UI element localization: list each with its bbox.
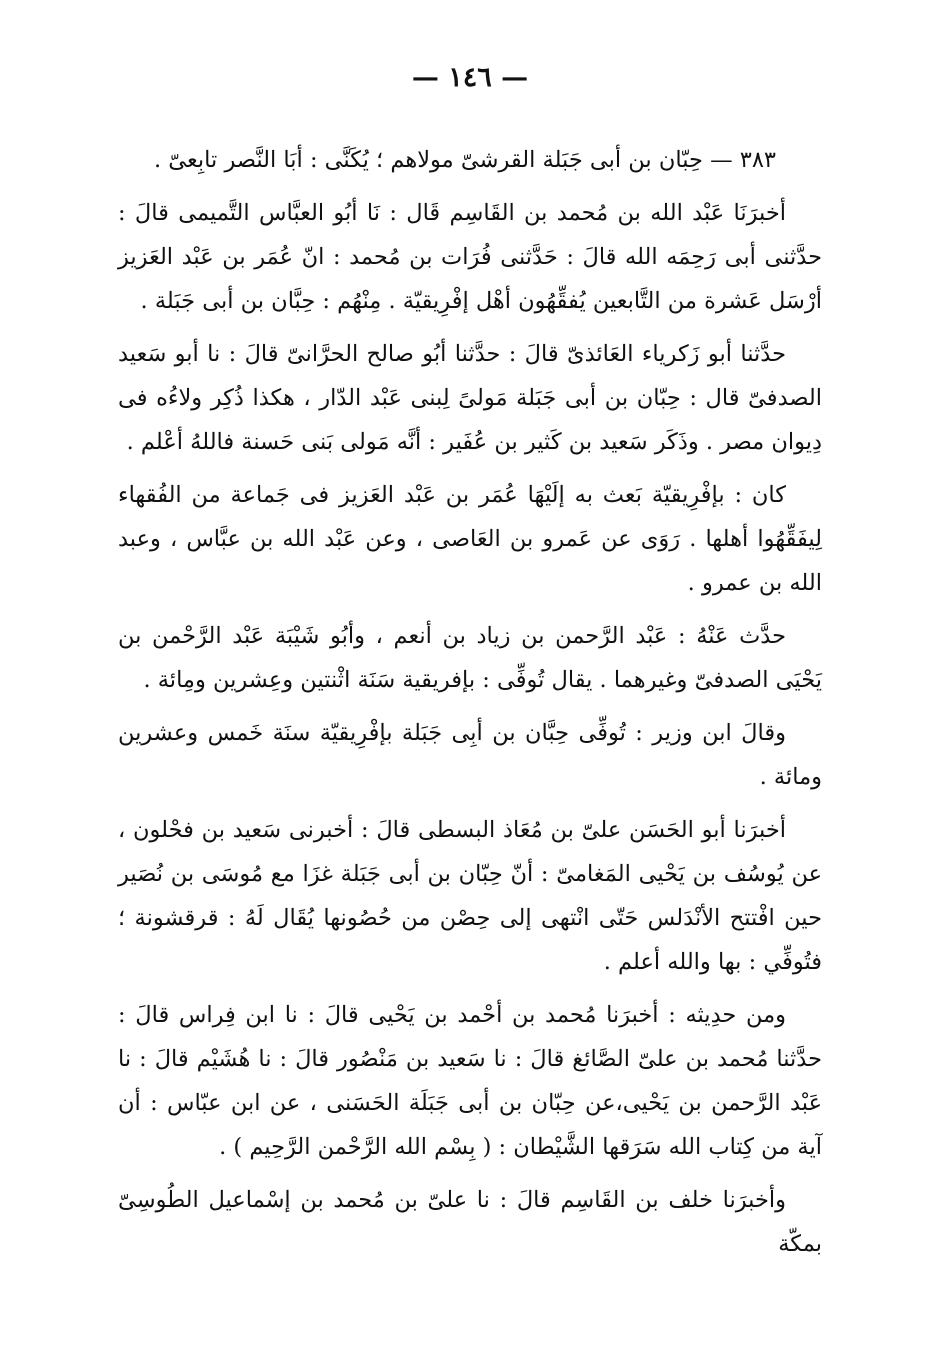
page-number: — ١٤٦ — <box>411 62 529 93</box>
text-paragraph: أخبرَنَا عَبْد الله بن مُحمد بن القَاسِم قَال : نَا أبُو العبَّاس التَّميمى قالَ : حدَّثنى أبى رَحِمَه الله قالَ : حَدَّثنى فُرَات بن مُحمد : انّ عُمَر بن عَبْد العَزيز أرْسَل عَشرة من التَّابعين يُفقِّهُون أهْل إفْرِيقيّة . مِنْهُم : حِبَّان بن أبى جَبَلة . <box>118 200 822 314</box>
text-paragraph: حدَّث عَنْهُ : عَبْد الرَّحمن بن زياد بن أنعم ، وأبُو شَيْبَة عَبْد الرَّحْمن بن يَحْيَى الصدفىّ وغيرهما . يقال تُوفِّى : بإفريقية سَنَة اثْنتين وعِشرين ومِائة . <box>118 623 822 693</box>
page-body <box>118 138 822 1266</box>
text-paragraph: حدَّثنا أبو زَكرياء العَائذىّ قالَ : حدَّثنا أبُو صالح الحرَّانىّ قالَ : نا أبو سَعيد الصدفىّ قال : حِبّان بن أبى جَبَلة مَولىً لِبنى عَبْد الدّار ، هكذا ذُكِر ولاءُه فى دِيوان مصر . وذَكَر سَعيد بن كَثير بن عُفَير : أنَّه مَولى بَنى حَسنة فاللهُ أعْلم . <box>118 341 822 455</box>
text-paragraph: أخبرَنا أبو الحَسَن علىّ بن مُعَاذ البسطى قالَ : أخبرنى سَعيد بن فحْلون ، عن يُوسُف بن يَحْيى المَغامىّ : أنّ حِبّان بن أبى جَبَلة غزَا مع مُوسَى بن نُصَير حين افْتتح الأنْدَلس حَتّى انْتهى إلى حِصْن من حُصُونها يُقَال لَهُ : قرقشونة ؛ فتُوفِّي : بها والله أعلم . <box>118 817 822 975</box>
text-paragraph: ومن حدِيثه : أخبرَنا مُحمد بن أحْمد بن يَحْيى قالَ : نا ابن فِراس قالَ : حدَّثنا مُحمد بن علىّ الصَّائغ قالَ : نا سَعيد بن مَنْصُور قالَ : نا هُشَيْم قالَ : نا عَبْد الرَّحمن بن يَحْيى،عن حِبّان بن أبى جَبَلَة الحَسَنى ، عن ابن عبّاس : أن آية من كِتاب الله سَرَقها الشَّيْطان : ( بِسْم الله الرَّحْمن الرَّحِيم ) . <box>118 1002 822 1160</box>
text-paragraph: كان : بإفْرِيقيّة بَعث به إلَيْهَا عُمَر بن عَبْد العَزيز فى جَماعة من الفُقهاء لِيفَقِّهُوا أهلها . رَوَى عن عَمرو بن العَاصى ، وعن عَبْد الله بن عبَّاس ، وعبد الله بن عمرو . <box>118 482 822 596</box>
text-paragraph: وأخبرَنا خلف بن القَاسِم قالَ : نا علىّ بن مُحمد بن إسْماعيل الطُوسِىّ بمكّة <box>118 1187 822 1257</box>
text-paragraph: وقالَ ابن وزير : تُوفِّى حِبَّان بن أبِى جَبَلة بإفْرِيقيّة سنَة خَمس وعشرين ومائة . <box>118 720 822 790</box>
entry-title-paragraph: ٣٨٣ — حِبّان بن أبى جَبَلة القرشىّ مولاهم ؛ يُكَنَّى : أبَا النَّصر تابِعىّ . <box>154 147 776 173</box>
